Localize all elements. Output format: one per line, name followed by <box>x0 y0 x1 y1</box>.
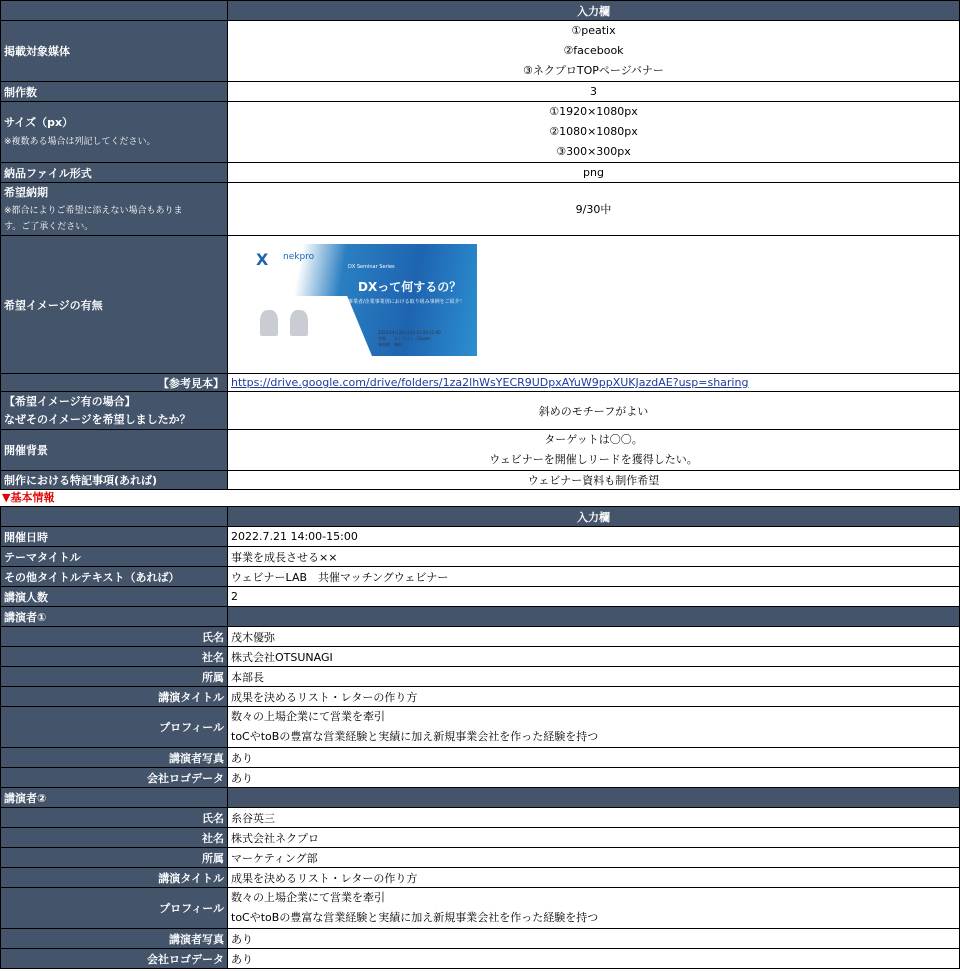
image-info <box>378 330 441 348</box>
image-info-line: 2022年4月22日(金) 11:00-12:00 <box>378 330 441 335</box>
size-note: ※複数ある場合は列記してください。 <box>4 137 156 147</box>
background-line: ウェビナーを開催しリードを獲得したい。 <box>489 453 698 466</box>
reason-value[interactable]: 斜めのモチーフがよい <box>228 392 960 430</box>
speaker2-name[interactable]: 糸谷英三 <box>228 808 960 828</box>
deadline-note: ※都合によりご希望に添えない場合もありま <box>4 206 183 216</box>
speaker2-talk-label: 講演タイトル <box>1 868 228 888</box>
media-cell[interactable] <box>228 21 960 82</box>
speaker2-company[interactable]: 株式会社ネクプロ <box>228 828 960 848</box>
speaker1-heading: 講演者① <box>1 607 228 627</box>
date-value[interactable]: 2022.7.21 14:00-15:00 <box>228 527 960 547</box>
date-label: 開催日時 <box>1 527 228 547</box>
speaker1-dept[interactable]: 本部長 <box>228 667 960 687</box>
speaker2-dept-label: 所属 <box>1 848 228 868</box>
speaker2-logo-label: 会社ロゴデータ <box>1 949 228 969</box>
speaker1-name[interactable]: 茂木優弥 <box>228 627 960 647</box>
ref-label: 【参考見本】 <box>1 374 228 392</box>
profile-line: 数々の上場企業にて営業を牽引 <box>231 891 385 904</box>
speaker1-talk-label: 講演タイトル <box>1 687 228 707</box>
deadline-value[interactable]: 9/30中 <box>228 183 960 236</box>
basic-table <box>0 506 960 969</box>
speaker2-dept[interactable]: マーケティング部 <box>228 848 960 868</box>
corner-cell <box>1 507 228 527</box>
background-label: 開催背景 <box>1 430 228 471</box>
speaker-photo <box>260 310 278 336</box>
image-label: 希望イメージの有無 <box>1 236 228 374</box>
speaker1-profile[interactable] <box>228 707 960 748</box>
speaker1-logo[interactable]: あり <box>228 768 960 788</box>
brand-logo: X <box>256 250 269 269</box>
speaker-photo <box>290 310 308 336</box>
background-line: ターゲットは〇〇。 <box>544 433 643 446</box>
count-label: 制作数 <box>1 82 228 102</box>
image-cell <box>228 236 960 374</box>
reason-label: なぜそのイメージを希望しましたか？ <box>4 412 191 426</box>
speaker1-profile-label: プロフィール <box>1 707 228 748</box>
format-value[interactable]: png <box>228 163 960 183</box>
count-value[interactable]: 3 <box>228 82 960 102</box>
image-series: DX Seminar Series <box>348 264 395 270</box>
speaker1-photo[interactable]: あり <box>228 748 960 768</box>
speaker2-heading: 講演者② <box>1 788 228 808</box>
deadline-label: 希望納期 <box>4 186 48 199</box>
profile-line: toCやtoBの豊富な営業経験と実績に加え新規事業会社を作った経験を持つ <box>231 730 599 743</box>
reason-label-cell <box>1 392 228 430</box>
section-title-basic: ▼基本情報 <box>2 491 55 504</box>
special-value[interactable]: ウェビナー資料も制作希望 <box>228 471 960 490</box>
speakers-value[interactable]: 2 <box>228 587 960 607</box>
theme-value[interactable]: 事業を成長させる×× <box>228 547 960 567</box>
reference-image[interactable] <box>248 244 477 356</box>
speaker1-photo-label: 講演者写真 <box>1 748 228 768</box>
size-item: ②1080×1080px <box>549 125 638 138</box>
speaker2-profile-label: プロフィール <box>1 888 228 929</box>
background-cell[interactable] <box>228 430 960 471</box>
speaker2-photo[interactable]: あり <box>228 929 960 949</box>
media-item: ②facebook <box>563 44 624 57</box>
corner-cell <box>1 1 228 21</box>
speaker1-dept-label: 所属 <box>1 667 228 687</box>
special-label: 制作における特記事項(あれば) <box>1 471 228 490</box>
format-label: 納品ファイル形式 <box>1 163 228 183</box>
ref-link[interactable]: https://drive.google.com/drive/folders/1za2lhWsYECR9UDpxAYuW9ppXUKJazdAE?usp=sharing <box>231 376 749 389</box>
theme-label: テーマタイトル <box>1 547 228 567</box>
speakers-label: 講演人数 <box>1 587 228 607</box>
speaker1-company[interactable]: 株式会社OTSUNAGI <box>228 647 960 667</box>
profile-line: toCやtoBの豊富な営業経験と実績に加え新規事業会社を作った経験を持つ <box>231 911 599 924</box>
other-title-label: その他タイトルテキスト（あれば） <box>1 567 228 587</box>
reason-label: 【希望イメージ有の場合】 <box>4 394 136 408</box>
speaker1-talk[interactable]: 成果を決めるリスト・レターの作り方 <box>228 687 960 707</box>
size-label: サイズ（px） <box>4 116 74 129</box>
image-subtitle: 中小事業者/企業事業別における取り組み事例をご紹介！ <box>338 299 465 305</box>
input-header: 入力欄 <box>228 507 960 527</box>
image-info-line: 参加費：無料 <box>378 342 402 347</box>
speaker1-company-label: 社名 <box>1 647 228 667</box>
speaker1-heading-fill <box>228 607 960 627</box>
image-info-line: 会場 ：オンライン（Zoom） <box>378 336 434 341</box>
speaker2-profile[interactable] <box>228 888 960 929</box>
speaker2-company-label: 社名 <box>1 828 228 848</box>
deadline-label-cell <box>1 183 228 236</box>
profile-line: 数々の上場企業にて営業を牽引 <box>231 710 385 723</box>
speaker1-name-label: 氏名 <box>1 627 228 647</box>
speaker1-logo-label: 会社ロゴデータ <box>1 768 228 788</box>
size-label-cell <box>1 102 228 163</box>
media-item: ③ネクプロTOPページバナー <box>523 64 664 77</box>
speaker2-photo-label: 講演者写真 <box>1 929 228 949</box>
speaker2-logo[interactable]: あり <box>228 949 960 969</box>
speaker2-talk[interactable]: 成果を決めるリスト・レターの作り方 <box>228 868 960 888</box>
input-header: 入力欄 <box>228 1 960 21</box>
media-label: 掲載対象媒体 <box>1 21 228 82</box>
image-title: DXって何するの？ <box>358 280 462 294</box>
size-cell[interactable] <box>228 102 960 163</box>
size-item: ①1920×1080px <box>549 105 638 118</box>
other-title-value[interactable]: ウェビナーLAB 共催マッチングウェビナー <box>228 567 960 587</box>
brand-logo-text: nekpro <box>283 252 315 262</box>
speaker2-name-label: 氏名 <box>1 808 228 828</box>
size-item: ③300×300px <box>556 145 631 158</box>
media-item: ①peatix <box>571 24 616 37</box>
ref-cell <box>228 374 960 392</box>
deadline-note: す。ご了承ください。 <box>4 222 94 232</box>
speaker2-heading-fill <box>228 788 960 808</box>
